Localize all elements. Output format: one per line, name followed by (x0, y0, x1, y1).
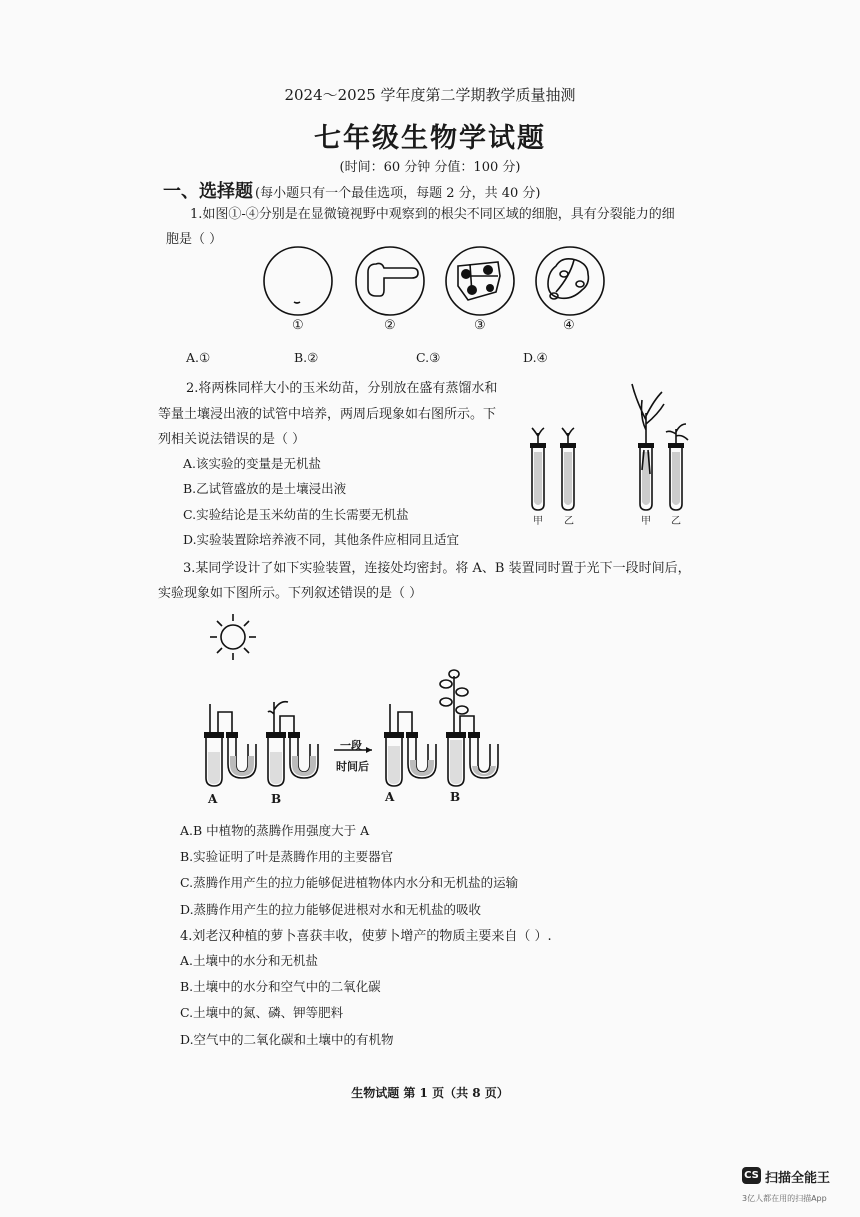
q3-apparatus-figure (200, 670, 520, 795)
q3-arrow-label-1: 一段 (340, 739, 362, 752)
q2-fig-label-1: 甲 (533, 516, 543, 527)
q1-stem-line2: 胞是（ ） (166, 232, 223, 247)
q1-option-b: B.② (294, 350, 319, 365)
q3-fig-label-a2: A (385, 790, 395, 804)
q2-option-b: B.乙试管盛放的是土壤浸出液 (183, 481, 347, 496)
q1-fig-label-1: ① (292, 318, 304, 333)
camscanner-logo: CS (742, 1167, 761, 1184)
q3-fig-label-a1: A (208, 792, 218, 806)
camscanner-name: 扫描全能王 (765, 1171, 831, 1186)
q2-fig-label-3: 甲 (641, 516, 651, 527)
apparatus-a-before-icon (204, 704, 256, 786)
sun-icon (208, 612, 258, 662)
q2-option-d: D.实验装置除培养液不同，其他条件应相同且适宜 (183, 532, 460, 547)
exam-year-line: 2024～2025 学年度第二学期教学质量抽测 (284, 86, 576, 104)
q3-stem-line2: 实验现象如下图所示。下列叙述错误的是（ ） (158, 586, 423, 601)
q3-fig-label-b1: B (271, 792, 282, 806)
cell-4-icon (536, 247, 604, 315)
q3-option-d: D.蒸腾作用产生的拉力能够促进根对水和无机盐的吸收 (180, 902, 482, 917)
q3-option-c: C.蒸腾作用产生的拉力能够促进植物体内水分和无机盐的运输 (180, 875, 519, 890)
cell-2-icon (356, 247, 424, 315)
q2-seedling-figure (520, 380, 700, 515)
page-title: 七年级生物学试题 (314, 123, 546, 154)
q2-option-c: C.实验结论是玉米幼苗的生长需要无机盐 (183, 507, 409, 522)
tube-after-2-icon (666, 424, 688, 510)
tube-before-2-icon (560, 428, 576, 510)
q4-option-d: D.空气中的二氧化碳和土壤中的有机物 (180, 1032, 394, 1047)
q1-option-d: D.④ (523, 350, 548, 365)
q2-stem-line2: 等量土壤浸出液的试管中培养，两周后现象如右图所示。下 (158, 407, 497, 422)
q4-stem: 4.刘老汉种植的萝卜喜获丰收，使萝卜增产的物质主要来自（ ）. (180, 929, 552, 944)
q3-stem-line1: 3.某同学设计了如下实验装置，连接处均密封。将 A、B 装置同时置于光下一段时间后， (183, 561, 691, 576)
q4-option-c: C.土壤中的氮、磷、钾等肥料 (180, 1005, 344, 1020)
cell-3-icon (446, 247, 514, 315)
q1-fig-label-2: ② (384, 318, 396, 333)
q3-fig-label-b2: B (450, 790, 461, 804)
section-title: 一、选择题 (163, 181, 253, 202)
camscanner-tagline: 3亿人都在用的扫描App (742, 1194, 827, 1203)
q3-option-b: B.实验证明了叶是蒸腾作用的主要器官 (180, 849, 394, 864)
q1-option-a: A.① (186, 350, 211, 365)
q2-fig-label-2: 乙 (564, 516, 574, 527)
exam-info: (时间：60 分钟 分值：100 分) (339, 160, 521, 175)
q1-fig-label-4: ④ (563, 318, 575, 333)
q3-option-a: A.B 中植物的蒸腾作用强度大于 A (180, 823, 370, 838)
cell-1-icon (264, 247, 332, 315)
apparatus-b-after-icon (440, 670, 498, 786)
q2-stem-line3: 列相关说法错误的是（ ） (158, 432, 306, 447)
tube-before-1-icon (530, 428, 546, 510)
tube-after-1-icon (632, 384, 664, 510)
q3-arrow-label-2: 时间后 (336, 760, 369, 773)
q2-option-a: A.该实验的变量是无机盐 (183, 456, 322, 471)
q1-fig-label-3: ③ (474, 318, 486, 333)
section-heading (163, 177, 541, 203)
q2-stem-line1: 2.将两株同样大小的玉米幼苗，分别放在盛有蒸馏水和 (186, 381, 498, 396)
q4-option-b: B.土壤中的水分和空气中的二氧化碳 (180, 979, 381, 994)
section-note: (每小题只有一个最佳选项，每题 2 分，共 40 分) (255, 186, 541, 201)
q4-option-a: A.土壤中的水分和无机盐 (180, 953, 319, 968)
q1-stem-line1: 1.如图①-④分别是在显微镜视野中观察到的根尖不同区域的细胞，具有分裂能力的细 (190, 207, 675, 222)
apparatus-a-after-icon (384, 704, 436, 786)
q1-option-c: C.③ (416, 350, 441, 365)
q2-fig-label-4: 乙 (671, 516, 681, 527)
apparatus-b-before-icon (266, 702, 318, 786)
page-footer: 生物试题 第 1 页（共 8 页） (351, 1086, 509, 1100)
q1-cell-figure (258, 244, 598, 339)
